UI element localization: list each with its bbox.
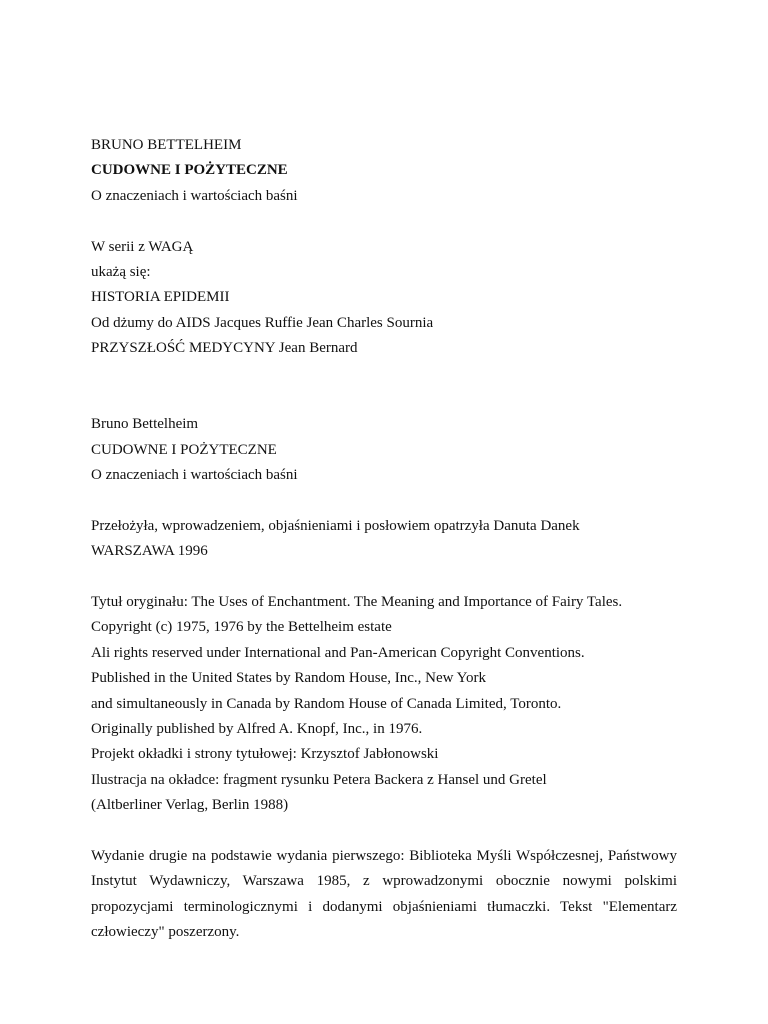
- imprint-line-9: (Altberliner Verlag, Berlin 1988): [91, 797, 289, 814]
- imprint-line-8: Ilustracja na okładce: fragment rysunku Petera Backera z Hansel und Gretel: [91, 771, 547, 788]
- imprint-line-5: and simultaneously in Canada by Random House of Canada Limited, Toronto.: [91, 695, 562, 712]
- spacer: [91, 819, 677, 844]
- spacer: [91, 488, 677, 513]
- author-name: Bruno Bettelheim: [91, 416, 199, 433]
- author-heading: BRUNO BETTELHEIM: [91, 137, 242, 153]
- spacer: [91, 209, 677, 234]
- book-title-repeat: CUDOWNE I POŻYTECZNE: [91, 441, 277, 458]
- imprint-line-3: Ali rights reserved under International and Pan-American Copyright Conventions.: [91, 644, 585, 661]
- series-line-3: HISTORIA EPIDEMII: [91, 289, 230, 306]
- publication-place-year: WARSZAWA 1996: [91, 543, 208, 560]
- spacer: [91, 565, 677, 590]
- edition-note-paragraph: Wydanie drugie na podstawie wydania pierwszego: Biblioteka Myśli Współczesnej, Państwowy Instytut Wydawniczy, Warszawa 1985, z wprowadzonymi obocznie nowymi polskimi propozycjami terminologicznymi i dodanymi objaśnieniami tłumaczki. Tekst "Elementarz człowieczy" poszerzony.: [91, 847, 677, 941]
- imprint-line-7: Projekt okładki i strony tytułowej: Krzysztof Jabłonowski: [91, 746, 439, 763]
- series-line-1: W serii z WAGĄ: [91, 238, 194, 255]
- imprint-line-1: Tytuł oryginału: The Uses of Enchantment. The Meaning and Importance of Fairy Tales.: [91, 594, 623, 611]
- translation-credit: Przełożyła, wprowadzeniem, objaśnieniami i posłowiem opatrzyła Danuta Danek: [91, 517, 580, 534]
- imprint-line-4: Published in the United States by Random House, Inc., New York: [91, 670, 486, 687]
- book-subtitle-repeat: O znaczeniach i wartościach baśni: [91, 467, 298, 484]
- series-line-2: ukażą się:: [91, 263, 151, 280]
- series-line-5: PRZYSZŁOŚĆ MEDYCYNY Jean Bernard: [91, 340, 358, 357]
- book-subtitle: O znaczeniach i wartościach baśni: [91, 187, 298, 204]
- imprint-line-2: Copyright (c) 1975, 1976 by the Bettelheim estate: [91, 619, 392, 636]
- document-page: [91, 133, 677, 946]
- series-line-4: Od dżumy do AIDS Jacques Ruffie Jean Charles Sournia: [91, 314, 434, 331]
- book-title: CUDOWNE I POŻYTECZNE: [91, 162, 288, 179]
- spacer: [91, 362, 677, 413]
- imprint-line-6: Originally published by Alfred A. Knopf, Inc., in 1976.: [91, 721, 423, 737]
